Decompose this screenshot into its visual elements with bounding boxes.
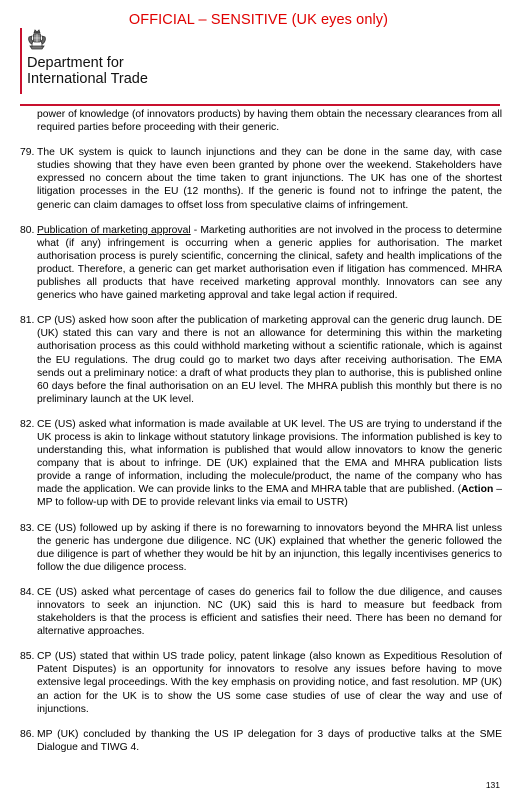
paragraph-number: 80. (20, 224, 35, 236)
paragraph-number: 79. (20, 147, 35, 159)
paragraph-82 (20, 418, 502, 510)
paragraph-number: 85. (20, 651, 35, 663)
department-name (27, 55, 148, 87)
page-number: 131 (485, 780, 500, 790)
paragraph-84 (20, 586, 502, 638)
paragraph-text: CP (US) stated that within US trade policy, patent linkage (also known as Expeditious Resolution of Patent Disputes) is an opportunity for innovators to resolve any issues before having to move extensive legal proceedings. With the key emphasis on providing notice, and fast resolution. MP (UK) an action for the UK is to show the US some case studies of use of clear the way and use of injunctions. (37, 651, 502, 715)
continued-paragraph (20, 108, 502, 134)
royal-coat-of-arms-icon (26, 28, 48, 52)
paragraph-text: CE (US) asked what information is made available at UK level. The US are trying to understand if the UK process is akin to linkage without statutory linkage provisions. The information published is key to understanding this, what information is published that would allow innovators to know the generic company that is about to infringe. DE (UK) explained that the EMA and MHRA publication lists provide a range of information, including the molecule/product, the name of the company who has made the application. We can provide links to the EMA and MHRA table that are published. ( (37, 418, 502, 496)
paragraph-83 (20, 522, 502, 574)
paragraph-number: 84. (20, 586, 35, 598)
classification-marking: OFFICIAL – SENSITIVE (UK eyes only) (128, 12, 389, 28)
paragraph-81 (20, 314, 502, 406)
department-name-line1: Department for (27, 55, 124, 71)
department-logo (20, 28, 210, 96)
logo-accent-bar (20, 28, 22, 94)
paragraph-number: 86. (20, 728, 35, 740)
header-divider (20, 104, 500, 106)
paragraph-79 (20, 146, 502, 211)
paragraph-text: The UK system is quick to launch injunctions and they can be done in the same day, with case studies showing that they have even been granted by phone over the weekend. Stakeholders have expressed no concern about the time taken to grant injunctions. The UK has one of the shortest litigation processes in the EU (12 months). If the generic is found not to infringe the patent, the generic can claim damages to offset loss from speculative claims of infringement. (37, 147, 502, 211)
action-label: Action (461, 484, 494, 496)
paragraph-86 (20, 728, 502, 754)
paragraph-text: CE (US) asked what percentage of cases do generics fail to follow the due diligence, and causes innovators to seek an injunction. NC (UK) said this is hard to measure but feedback from stakeholders is that the process is efficient and satisfies their need. There has been no demand for alternative approaches. (37, 586, 502, 638)
paragraph-heading: Publication of marketing approval (37, 224, 191, 236)
paragraph-text: CP (US) asked how soon after the publication of marketing approval can the generic drug launch. DE (UK) stated this can vary and there is not an allowance for determining this within the marketing authorisation process as this could withhold marketing without a scientific rationale, which is against the EU regulations. The drug could go to market two days after receiving authorisation. The EMA sends out a preliminary notice: a draft of what products they plan to authorise, this is published online 60 days before the final authorisation on an EU level. The MHRA publish this monthly but there is no preliminary launch at the UK level. (37, 315, 502, 405)
document-body (20, 108, 502, 766)
action-text: – MP to follow-up with DE to provide relevant links via email to USTR) (37, 484, 502, 509)
paragraph-number: 82. (20, 418, 35, 430)
continued-paragraph-text: power of knowledge (of innovators products) by having them obtain the necessary clearances from all required parties before proceeding with their generic. (37, 109, 502, 134)
paragraph-number: 81. (20, 315, 35, 327)
paragraph-text: - Marketing authorities are not involved in the process to determine what (if any) infringement is occurring when a generic applies for authorisation. The market authorisation process is purely scientific, concerning the clinical, safety and health implications of the product. Therefore, a generic can get market authorisation even if litigation has commenced. MHRA publishes all products that have received marketing approval monthly. Innovators can see any generics who have gained marketing approval and take legal action if required. (37, 224, 502, 302)
paragraph-text: MP (UK) concluded by thanking the US IP delegation for 3 days of productive talks at the SME Dialogue and TIWG 4. (37, 728, 502, 753)
paragraph-text: CE (US) followed up by asking if there is no forewarning to innovators beyond the MHRA list unless the generic has undergone due diligence. NC (UK) explained that whether the generic followed the due diligence is part of whether they would be hit by an injunction, this legally incentivises generics to follow the due diligence process. (37, 522, 502, 573)
paragraph-number: 83. (20, 522, 35, 534)
paragraph-80 (20, 224, 502, 303)
department-name-line2: International Trade (27, 71, 148, 87)
paragraph-85 (20, 650, 502, 715)
